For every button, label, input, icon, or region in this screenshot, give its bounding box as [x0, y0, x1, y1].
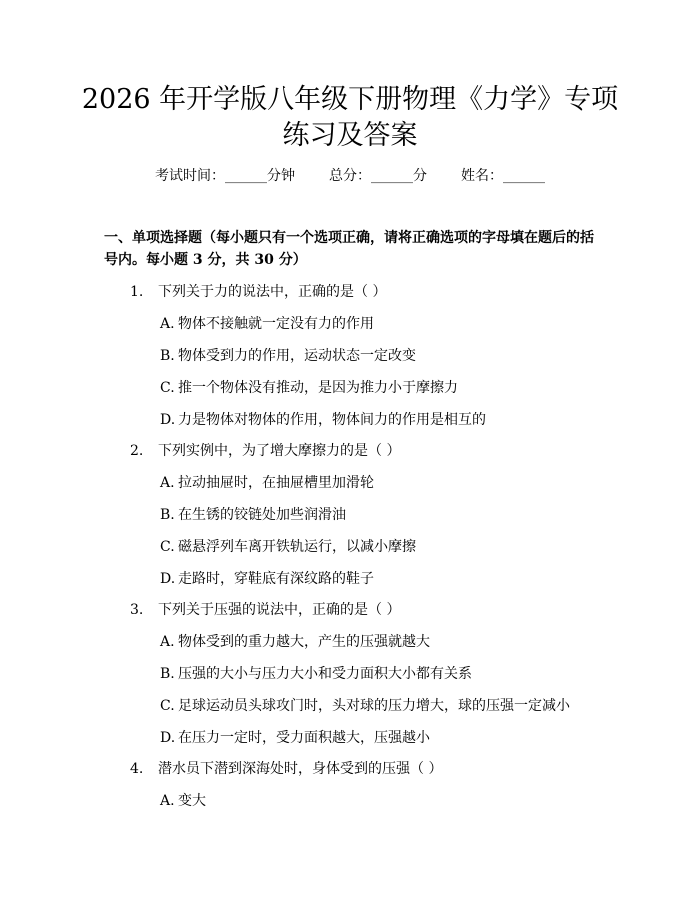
option-3a [160, 632, 430, 652]
exam-time-field: 考试时间：______分钟 [155, 168, 295, 184]
question-stem: 下列关于压强的说法中，正确的是（ ） [158, 602, 401, 618]
option-letter: C. [160, 539, 175, 555]
option-text: 压强的大小与压力大小和受力面积大小都有关系 [178, 666, 472, 682]
option-2b [160, 505, 346, 525]
question-4 [130, 759, 442, 779]
option-text: 在压力一定时，受力面积越大，压强越小 [178, 730, 430, 746]
total-score-field: 总分：______分 [329, 168, 427, 184]
option-letter: C. [160, 380, 175, 396]
question-number: 3. [130, 602, 144, 618]
option-letter: A. [160, 634, 175, 650]
option-letter: A. [160, 316, 175, 332]
option-3d [160, 728, 430, 748]
option-text: 变大 [178, 793, 206, 809]
question-1 [130, 282, 386, 302]
question-3 [130, 600, 400, 620]
question-number: 4. [130, 761, 144, 777]
student-name-field: 姓名：______ [461, 168, 545, 184]
question-stem: 下列实例中，为了增大摩擦力的是（ ） [158, 443, 401, 459]
option-text: 在生锈的铰链处加些润滑油 [178, 507, 346, 523]
option-letter: A. [160, 793, 175, 809]
option-text: 物体受到的重力越大，产生的压强就越大 [178, 634, 430, 650]
question-2 [130, 441, 400, 461]
option-letter: C. [160, 698, 175, 714]
question-stem: 下列关于力的说法中，正确的是（ ） [158, 284, 387, 300]
option-letter: D. [160, 412, 176, 428]
option-text: 推一个物体没有推动，是因为推力小于摩擦力 [178, 380, 458, 396]
option-letter: B. [160, 666, 175, 682]
option-3c [160, 696, 570, 716]
option-letter: D. [160, 730, 176, 746]
document-title-line1: 2026 年开学版八年级下册物理《力学》专项 [81, 84, 619, 115]
option-text: 物体不接触就一定没有力的作用 [178, 316, 374, 332]
exam-info-row [0, 166, 700, 186]
option-text: 拉动抽屉时，在抽屉槽里加滑轮 [178, 475, 374, 491]
option-letter: B. [160, 348, 175, 364]
option-1b [160, 346, 416, 366]
option-3b [160, 664, 472, 684]
option-1a [160, 314, 374, 334]
option-text: 物体受到力的作用，运动状态一定改变 [178, 348, 416, 364]
question-stem: 潜水员下潜到深海处时，身体受到的压强（ ） [158, 761, 443, 777]
option-text: 磁悬浮列车离开铁轨运行，以减小摩擦 [178, 539, 416, 555]
option-text: 足球运动员头球攻门时，头对球的压力增大，球的压强一定减小 [178, 698, 570, 714]
option-text: 力是物体对物体的作用，物体间力的作用是相互的 [178, 412, 486, 428]
document-title-line2: 练习及答案 [282, 120, 418, 151]
option-2d [160, 569, 374, 589]
option-4a [160, 791, 206, 811]
option-text: 走路时，穿鞋底有深纹路的鞋子 [178, 571, 374, 587]
option-1d [160, 410, 486, 430]
option-letter: A. [160, 475, 175, 491]
option-2c [160, 537, 416, 557]
option-letter: B. [160, 507, 175, 523]
option-1c [160, 378, 458, 398]
question-number: 2. [130, 443, 144, 459]
section-heading: 一、单项选择题（每小题只有一个选项正确，请将正确选项的字母填在题后的括号内。每小题 3 分，共 30 分） [104, 230, 594, 268]
question-number: 1. [130, 284, 144, 300]
option-letter: D. [160, 571, 176, 587]
option-2a [160, 473, 374, 493]
